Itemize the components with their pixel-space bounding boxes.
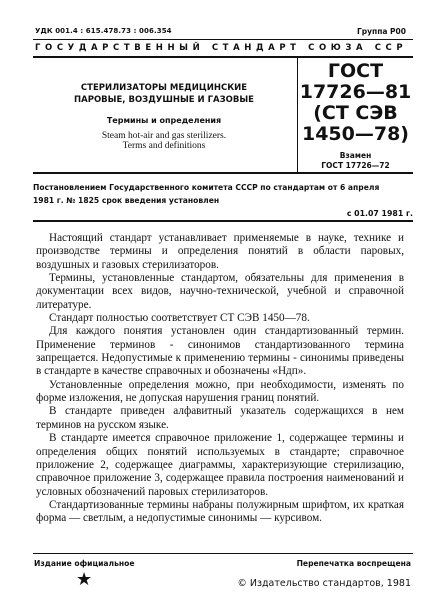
body-paragraph: Для каждого понятия установлен один стандартизованный термин. Применение терминов - синонимов стандартизованного термина запрещается. Недопустимые к применению термины - синонимы приведены в стандарте в качестве справочных и обозначены «Ндп». xyxy=(36,325,404,378)
body-paragraph: В стандарте приведен алфавитный указатель содержащихся в нем терминов на русском языке. xyxy=(36,405,404,431)
header-rule-bottom xyxy=(33,56,413,58)
udk-code: УДК 001.4 : 615.478.73 : 006.354 xyxy=(35,27,172,35)
copyright-notice: © Издательство стандартов, 1981 xyxy=(237,578,411,589)
state-standard-banner: ГОСУДАРСТВЕННЫЙ СТАНДАРТ СОЮЗА ССР xyxy=(35,43,408,53)
title-en-line-2: Terms and definitions xyxy=(122,141,206,151)
gost-label: ГОСТ xyxy=(327,60,384,82)
body-paragraph: В стандарте имеется справочное приложение 1, содержащее термины и определения общих понятий используемых в стандарте; справочное приложение 2, содержащее диаграммы, характеризующие стерилизацию, справочное приложение 3, содержащее правила построения наименований и условных обозначений паровых стерилизаторов. xyxy=(36,432,404,498)
title-ru-line-2: ПАРОВЫЕ, ВОЗДУШНЫЕ И ГАЗОВЫЕ xyxy=(74,95,254,105)
title-rule-bottom xyxy=(33,172,413,174)
decree-rule-bottom xyxy=(33,220,413,222)
body-paragraph: Стандарт полностью соответствует СТ СЭВ 1450—78. xyxy=(49,312,310,325)
body-paragraph: Настоящий стандарт устанавливает применяемые в науке, технике и производстве термины и определения понятий в области паровых, воздушных и газовых стерилизаторов. xyxy=(36,232,404,271)
st-sev-number: 1450—78) xyxy=(301,123,409,145)
gost-designation xyxy=(298,61,413,170)
st-sev-open: (СТ СЭВ xyxy=(313,102,398,124)
title-block xyxy=(33,82,295,151)
title-en-line-1: Steam hot-air and gas sterilizers. xyxy=(101,131,227,141)
decree-line-2: 1981 г. № 1825 срок введения установлен xyxy=(33,196,220,205)
official-edition-label: Издание официальное xyxy=(34,559,135,568)
gost-number: 17726—81 xyxy=(299,81,412,103)
reprint-prohibited-label: Перепечатка воспрещена xyxy=(296,559,411,568)
group-code: Группа Р00 xyxy=(356,27,406,36)
body-paragraph: Установленные определения можно, при необходимости, изменять по форме изложения, не допуская нарушения границ понятий. xyxy=(36,378,404,405)
body-paragraph: Термины, установленные стандартом, обязательны для применения в документации всех видов, научно-технической, учебной и справочной литературе. xyxy=(36,272,404,311)
header-rule-top xyxy=(33,39,413,40)
body-paragraph: Стандартизованные термины набраны полужирным шрифтом, их краткая форма — светлым, а недопустимые синонимы — курсивом. xyxy=(36,498,404,525)
replaces-label: Взамен xyxy=(339,151,372,160)
replaces-value: ГОСТ 17726—72 xyxy=(321,161,390,170)
title-terms-ru: Термины и определения xyxy=(106,116,222,125)
title-ru-line-1: СТЕРИЛИЗАТОРЫ МЕДИЦИНСКИЕ xyxy=(80,83,248,93)
footer-rule xyxy=(33,553,413,554)
star-icon: ★ xyxy=(76,569,93,589)
body-text xyxy=(36,232,404,526)
effective-date: с 01.07 1981 г. xyxy=(346,209,413,218)
decree-line-1: Постановлением Государственного комитета СССР по стандартам от 6 апреля xyxy=(33,183,380,192)
